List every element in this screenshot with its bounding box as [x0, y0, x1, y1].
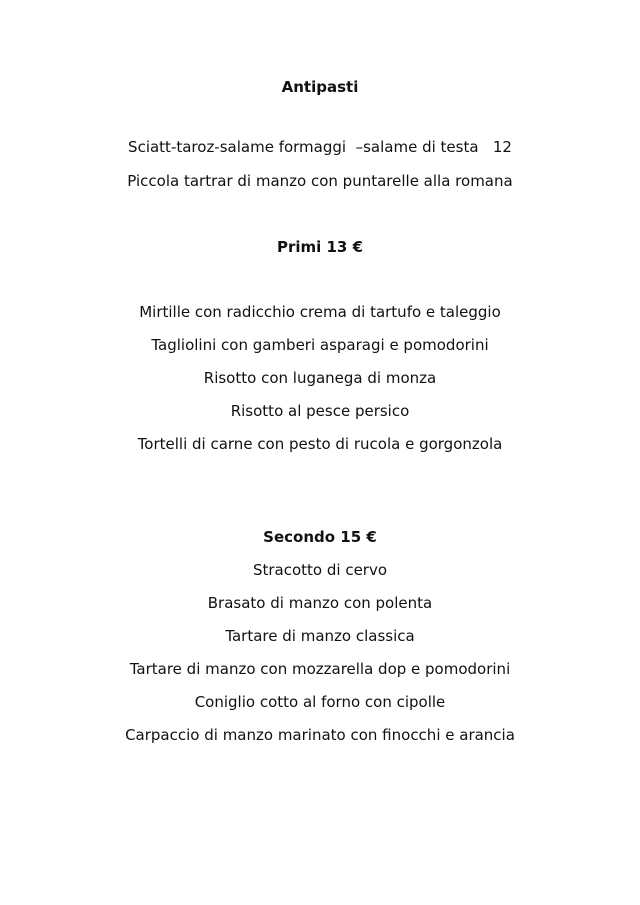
menu-item: Carpaccio di manzo marinato con finocchi e arancia: [125, 726, 515, 744]
section-heading-antipasti: Antipasti: [281, 78, 359, 96]
menu-item: Risotto con luganega di monza: [203, 369, 437, 387]
menu-item: Stracotto di cervo: [252, 561, 388, 579]
menu-item: Tartare di manzo classica: [225, 627, 415, 645]
menu-item: Brasato di manzo con polenta: [207, 594, 433, 612]
menu-item: Piccola tartrar di manzo con puntarelle alla romana: [127, 172, 513, 190]
section-heading-primi: Primi 13 €: [276, 238, 364, 256]
menu-item: Coniglio cotto al forno con cipolle: [194, 693, 446, 711]
menu-item: Tagliolini con gamberi asparagi e pomodorini: [151, 336, 489, 354]
menu-item: Sciatt-taroz-salame formaggi –salame di testa 12: [128, 138, 512, 156]
menu-item: Mirtille con radicchio crema di tartufo e taleggio: [139, 303, 501, 321]
menu-item: Tartare di manzo con mozzarella dop e pomodorini: [129, 660, 511, 678]
menu-item: Tortelli di carne con pesto di rucola e gorgonzola: [137, 435, 503, 453]
section-heading-secondi: Secondo 15 €: [263, 528, 377, 546]
menu-item: Risotto al pesce persico: [230, 402, 410, 420]
